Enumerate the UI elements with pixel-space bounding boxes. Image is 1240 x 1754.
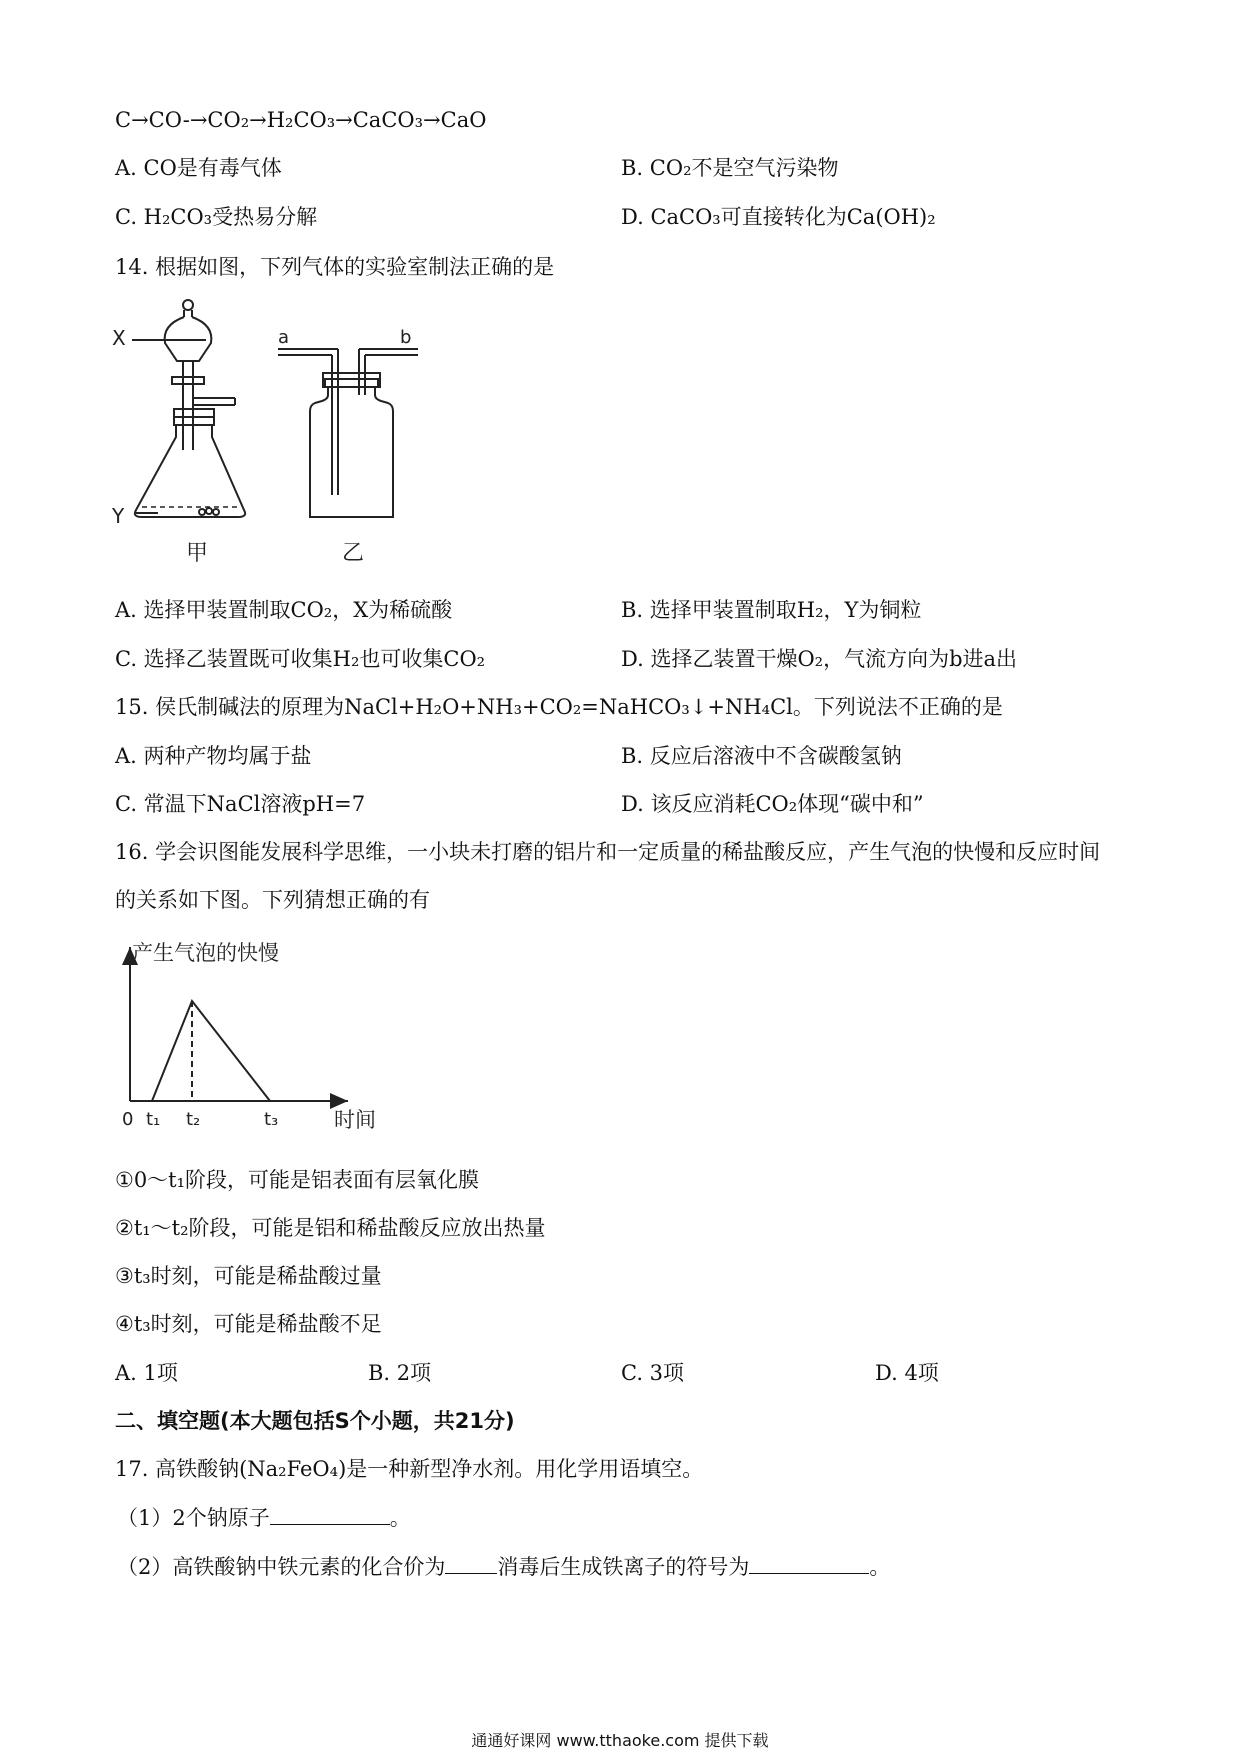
q17-part-1-text: （1）2个钠原子 — [117, 1506, 270, 1530]
q16-statement-4: ④t₃时刻，可能是稀盐酸不足 — [115, 1312, 382, 1336]
x-tick-label-2: t₂ — [186, 1109, 201, 1130]
label-b: b — [400, 327, 412, 348]
q16-option-c: C. 3项 — [621, 1361, 685, 1385]
q17-part-2 — [117, 1553, 890, 1581]
q15-option-c: C. 常温下NaCl溶液pH=7 — [115, 792, 366, 816]
q14-option-a: A. 选择甲装置制取CO₂，X为稀硫酸 — [115, 598, 453, 622]
q17-part-2-blank-2[interactable] — [749, 1553, 869, 1574]
y-axis-label: 产生气泡的快慢 — [132, 941, 279, 965]
caption-yi: 乙 — [342, 541, 365, 566]
q15-option-d: D. 该反应消耗CO₂体现“碳中和” — [621, 792, 924, 816]
q13-option-c: C. H₂CO₃受热易分解 — [115, 205, 318, 229]
q16-option-b: B. 2项 — [368, 1361, 432, 1385]
label-y: Y — [112, 504, 125, 528]
q16-statement-3: ③t₃时刻，可能是稀盐酸过量 — [115, 1264, 382, 1288]
q16-stem-line2: 的关系如下图。下列猜想正确的有 — [115, 888, 430, 912]
section-2-title: 二、填空题(本大题包括S个小题，共21分) — [115, 1409, 515, 1433]
label-a: a — [278, 327, 290, 348]
q14-apparatus-figure — [110, 295, 440, 575]
q16-line-chart — [108, 935, 428, 1135]
q17-part-1 — [117, 1504, 411, 1532]
q14-option-d: D. 选择乙装置干燥O₂，气流方向为b进a出 — [621, 647, 1018, 671]
x-tick-label-3: t₃ — [264, 1109, 279, 1130]
q13-stem: C→CO-→CO₂→H₂CO₃→CaCO₃→CaO — [115, 108, 487, 132]
q17-part-1-blank[interactable] — [270, 1504, 390, 1525]
rate-line — [152, 1001, 270, 1101]
q16-statement-2: ②t₁～t₂阶段，可能是铝和稀盐酸反应放出热量 — [115, 1216, 546, 1240]
page-footer: 通通好课网 www.tthaoke.com 提供下载 — [471, 1731, 769, 1750]
q13-option-a: A. CO是有毒气体 — [115, 156, 282, 180]
x-tick-label-1: t₁ — [146, 1109, 161, 1130]
q14-stem: 14. 根据如图，下列气体的实验室制法正确的是 — [115, 255, 555, 279]
q16-statement-1: ①0～t₁阶段，可能是铝表面有层氧化膜 — [115, 1168, 480, 1192]
q17-part-1-end: 。 — [389, 1506, 411, 1530]
q17-part-2-text: （2）高铁酸钠中铁元素的化合价为 — [117, 1555, 446, 1579]
q14-option-c: C. 选择乙装置既可收集H₂也可收集CO₂ — [115, 647, 486, 671]
q17-part-2-end: 。 — [869, 1555, 891, 1579]
q15-stem: 15. 侯氏制碱法的原理为NaCl+H₂O+NH₃+CO₂=NaHCO₃↓+NH₄Cl。下列说法不正确的是 — [115, 695, 1003, 719]
q14-option-b: B. 选择甲装置制取H₂，Y为铜粒 — [621, 598, 922, 622]
caption-jia: 甲 — [186, 541, 209, 566]
q13-option-b: B. CO₂不是空气污染物 — [621, 156, 839, 180]
q13-option-d: D. CaCO₃可直接转化为Ca(OH)₂ — [621, 205, 936, 229]
q16-option-d: D. 4项 — [875, 1361, 939, 1385]
q15-option-b: B. 反应后溶液中不含碳酸氢钠 — [621, 744, 902, 768]
q17-part-2-blank-1[interactable] — [445, 1553, 497, 1574]
x-axis-label: 时间 — [334, 1108, 376, 1132]
q17-part-2-mid: 消毒后生成铁离子的符号为 — [497, 1555, 750, 1579]
q16-option-a: A. 1项 — [115, 1361, 178, 1385]
q15-option-a: A. 两种产物均属于盐 — [115, 744, 312, 768]
label-x: X — [112, 326, 126, 350]
q17-stem: 17. 高铁酸钠(Na₂FeO₄)是一种新型净水剂。用化学用语填空。 — [115, 1457, 704, 1481]
origin-label: 0 — [122, 1109, 134, 1130]
q16-stem-line1: 16. 学会识图能发展科学思维，一小块未打磨的铝片和一定质量的稀盐酸反应，产生气泡的快慢和反应时间 — [115, 840, 1101, 864]
